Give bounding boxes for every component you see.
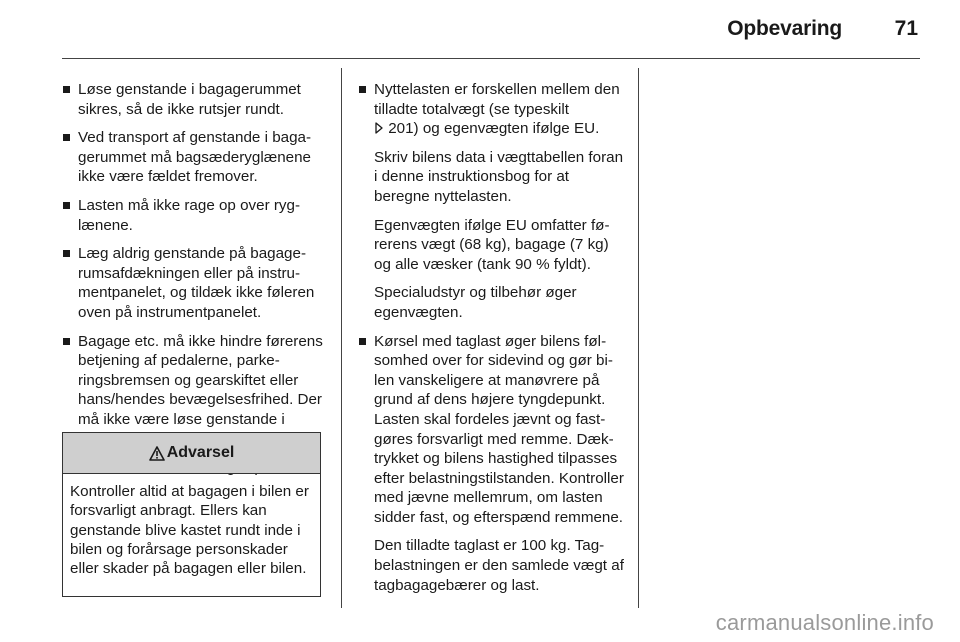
warning-text: Kontroller altid at bagagen i bilen er forsvarligt anbragt. Ellers kan genstande blive kastet rundt inde i bilen og forårsage personskader eller skader på bagagen eller bilen. [70, 483, 309, 578]
warning-triangle-icon [149, 446, 165, 461]
roof-load-text: Kørsel med taglast øger bilens følsomhed over for sidevind og gør bilen vanskeligere at manøvrere på grund af dens højere tyngdepunkt. Lasten skal fordeles jævnt og fastgøres forsvarligt med remme. Dæktrykket og bilens hastighed tilpasses efter belastningstilstanden. Kontroller med jævne mellemrum, om lasten sidder fast, og efterspænd remmene. [374, 332, 624, 526]
paragraph: Den tilladte taglast er 100 kg. Tagbelastningen er den samlede vægt af tagbagagebærer og last. [374, 537, 624, 594]
list-item: Løse genstande i bagagerummet sikres, så de ikke rutsjer rundt. [62, 80, 324, 119]
warning-box [62, 432, 321, 597]
column-middle [358, 80, 626, 604]
payload-reference: 201) og egenvægten ifølge EU. [384, 120, 600, 138]
paragraph: Skriv bilens data i vægttabellen foran i denne instruktionsbog for at beregne nyttelasten. [374, 148, 624, 205]
payload-definition: Nyttelasten er forskellen mellem den tilladte totalvægt (se typeskilt [374, 81, 620, 118]
list-item: Ved transport af genstande i bagagerummet må bagsæderyglænene ikke være fældet fremover. [62, 128, 324, 187]
list-item: Læg aldrig genstande på bagagerumsafdækningen eller på instrumentpanelet, og tildæk ikke føleren oven på instrumentpanelet. [62, 244, 324, 322]
column-left [62, 80, 324, 487]
column-divider-right [638, 68, 639, 608]
page-header [0, 0, 960, 60]
warning-header [63, 433, 320, 474]
list-item [358, 80, 626, 323]
paragraph: Specialudstyr og tilbehør øger egenvægten. [374, 284, 577, 321]
list-item: Bagage etc. må ikke hindre førerens betjening af pedalerne, parkeringsbremsen og gearskiftet eller hans/hendes bevægelsesfrihed. Der må ikke være løse genstande i [62, 332, 324, 450]
warning-title: Advarsel [166, 444, 235, 461]
bullet-list [358, 80, 626, 595]
list-item: Lasten må ikke rage op over ryglænene. [62, 196, 324, 235]
paragraph: Egenvægten ifølge EU omfatter førerens vægt (68 kg), bagage (7 kg) og alle væsker (tank 90 % fyldt). [374, 216, 610, 273]
watermark: carmanualsonline.info [715, 610, 934, 635]
page-title: Opbevaring [727, 17, 842, 40]
header-divider [62, 58, 920, 59]
column-divider-left [341, 68, 342, 608]
bullet-list [62, 80, 324, 478]
list-item [358, 332, 626, 596]
page-reference-icon [374, 122, 384, 134]
page-number: 71 [894, 17, 918, 40]
